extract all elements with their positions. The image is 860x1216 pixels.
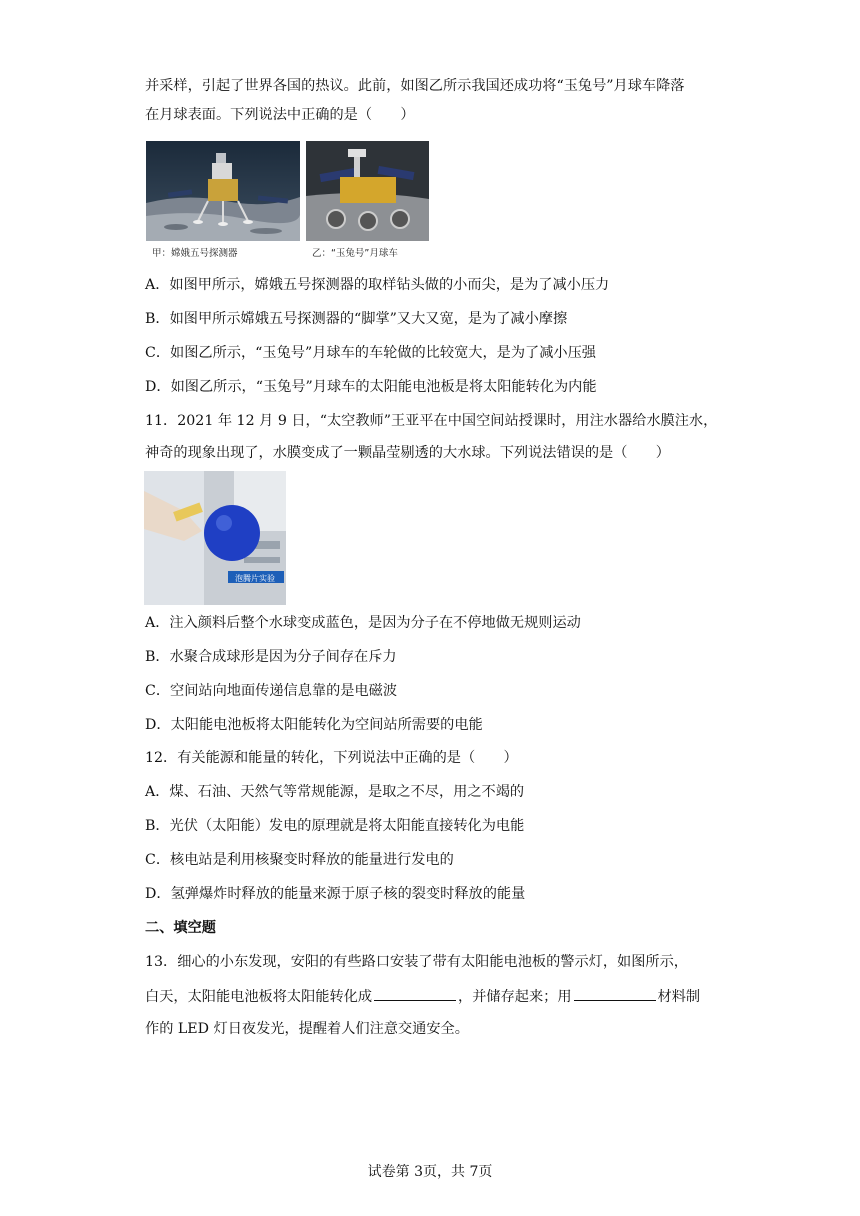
water-ball-image	[144, 471, 286, 605]
q11-stem-line1: 11．2021 年 12 月 9 日，“太空教师”王亚平在中国空间站授课时，用注水器给水膜注水，	[145, 413, 718, 429]
figure-caption-b: 乙：“玉兔号”月球车	[312, 248, 398, 258]
q10-option-d: D．如图乙所示，“玉兔号”月球车的太阳能电池板是将太阳能转化为内能	[145, 379, 597, 395]
change5-lander-illustration	[146, 141, 300, 241]
q11-option-b: B．水聚合成球形是因为分子间存在斥力	[145, 649, 397, 665]
yutu-rover-illustration	[306, 141, 429, 241]
q12-stem: 12．有关能源和能量的转化，下列说法中正确的是（ ）	[145, 750, 518, 766]
q12-option-d: D．氢弹爆炸时释放的能量来源于原子核的裂变时释放的能量	[145, 886, 526, 902]
q11-stem-line2: 神奇的现象出现了，水膜变成了一颗晶莹剔透的大水球。下列说法错误的是（ ）	[145, 445, 670, 461]
yutu-rover-image	[306, 141, 429, 258]
q11-option-d: D．太阳能电池板将太阳能转化为空间站所需要的电能	[145, 717, 483, 733]
q13-line2-part1: 白天，太阳能电池板将太阳能转化成	[145, 989, 373, 1005]
q10-option-b: B．如图甲所示嫦娥五号探测器的“脚掌”又大又宽，是为了减小摩擦	[145, 311, 568, 327]
change5-lander-image	[146, 141, 300, 258]
q11-option-c: C．空间站向地面传递信息靠的是电磁波	[145, 683, 398, 699]
q13-line2	[145, 986, 700, 1007]
q12-option-b: B．光伏（太阳能）发电的原理就是将太阳能直接转化为电能	[145, 818, 525, 834]
section-title: 二、填空题	[145, 920, 216, 936]
q13-line2-part3: 材料制	[657, 989, 701, 1005]
q13-line1: 13．细心的小东发现，安阳的有些路口安装了带有太阳能电池板的警示灯，如图所示，	[145, 954, 688, 970]
q10-stem-line2: 在月球表面。下列说法中正确的是（ ）	[145, 107, 415, 123]
q13-line2-part2: ，并储存起来；用	[458, 989, 572, 1005]
water-ball-illustration	[144, 471, 286, 605]
q10-option-c: C．如图乙所示，“玉兔号”月球车的车轮做的比较宽大，是为了减小压强	[145, 345, 596, 361]
q12-option-a: A．煤、石油、天然气等常规能源，是取之不尽，用之不竭的	[145, 784, 525, 800]
q10-stem-line1: 并采样，引起了世界各国的热议。此前，如图乙所示我国还成功将“玉兔号”月球车降落	[145, 78, 685, 94]
figure-caption-a: 甲：嫦娥五号探测器	[152, 248, 238, 258]
answer-blank-1[interactable]	[374, 986, 456, 1001]
experiment-badge: 泡腾片实验	[235, 574, 275, 583]
q13-line3: 作的 LED 灯日夜发光，提醒着人们注意交通安全。	[145, 1021, 469, 1037]
q10-option-a: A．如图甲所示，嫦娥五号探测器的取样钻头做的小而尖，是为了减小压力	[145, 277, 610, 293]
page-footer: 试卷第 3页，共 7页	[367, 1164, 493, 1180]
q11-option-a: A．注入颜料后整个水球变成蓝色，是因为分子在不停地做无规则运动	[145, 615, 581, 631]
answer-blank-2[interactable]	[574, 986, 656, 1001]
q12-option-c: C．核电站是利用核聚变时释放的能量进行发电的	[145, 852, 454, 868]
